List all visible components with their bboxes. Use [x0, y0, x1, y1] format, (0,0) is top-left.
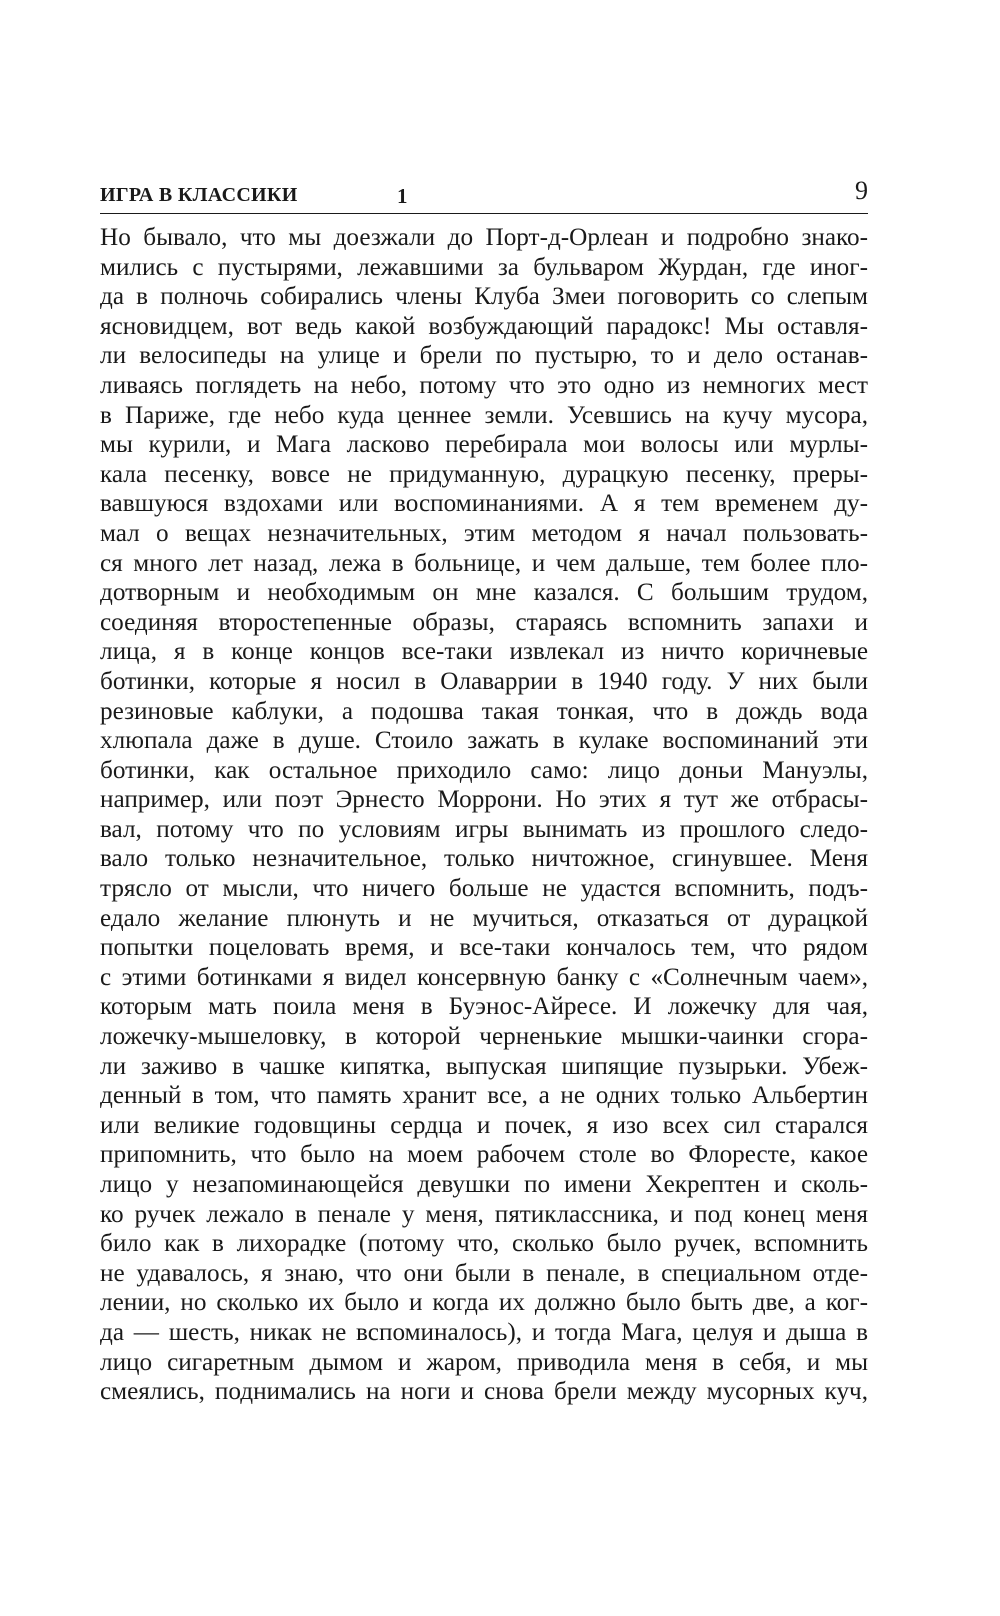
- text-line: с этими ботинками я видел консервную банку с «Солнечным чаем»,: [100, 963, 868, 991]
- text-line: резиновые каблуки, а подошва такая тонкая, что в дождь вода: [100, 697, 868, 725]
- header-rule: [100, 213, 868, 214]
- text-line: Но бывало, что мы доезжали до Порт-д-Орлеан и подробно знако-: [100, 224, 868, 251]
- text-line: дотворным и необходимым он мне казался. С большим трудом,: [100, 579, 868, 607]
- text-line: припомнить, что было на моем рабочем столе во Флоресте, какое: [100, 1141, 868, 1169]
- text-line: мились с пустырями, лежавшими за бульваром Журдан, где иног-: [100, 253, 868, 281]
- text-line: ботинки, как остальное приходило само: лицо доньи Мануэлы,: [100, 756, 868, 784]
- text-line: ботинки, которые я носил в Олаваррии в 1940 году. У них были: [100, 667, 868, 695]
- text-line: кала песенку, вовсе не придуманную, дурацкую песенку, преры-: [100, 460, 868, 488]
- text-line: вало только незначительное, только ничтожное, сгинувшее. Меня: [100, 845, 868, 873]
- text-line: да — шесть, никак не вспоминалось), и тогда Мага, целуя и дыша в: [100, 1318, 868, 1346]
- text-line: ли велосипеды на улице и брели по пустырю, то и дело останав-: [100, 342, 868, 370]
- text-line: ясновидцем, вот ведь какой возбуждающий парадокс! Мы оставля-: [100, 312, 868, 340]
- text-line: мы курили, и Мага ласково перебирала мои волосы или мурлы-: [100, 431, 868, 459]
- text-line: мал о вещах незначительных, этим методом я начал пользовать-: [100, 519, 868, 547]
- text-line: ся много лет назад, лежа в больнице, и чем дальше, тем более пло-: [100, 549, 868, 577]
- text-line: ложечку-мышеловку, в которой черненькие мышки-чаинки сгора-: [100, 1023, 868, 1051]
- text-line: вавшуюся вздохами или воспоминаниями. А я тем временем ду-: [100, 490, 868, 518]
- text-line: лении, но сколько их было и когда их должно было быть две, а ког-: [100, 1289, 868, 1317]
- text-line: едало желание плюнуть и не мучиться, отказаться от дурацкой: [100, 904, 868, 932]
- text-line: лицо у незапоминающейся девушки по имени Хекрептен и сколь-: [100, 1171, 868, 1198]
- text-line: ли заживо в чашке кипятка, выпуская шипящие пузырьки. Убеж-: [100, 1052, 868, 1080]
- text-line: ко ручек лежало в пенале у меня, пятиклассника, и под конец меня: [100, 1200, 868, 1228]
- text-line: не удавалось, я знаю, что они были в пенале, в специальном отде-: [100, 1259, 868, 1287]
- text-line: хлюпала даже в душе. Стоило зажать в кулаке воспоминаний эти: [100, 727, 868, 755]
- text-line: било как в лихорадке (потому что, сколько было ручек, вспомнить: [100, 1230, 868, 1258]
- text-line: смеялись, поднимались на ноги и снова брели между мусорных куч,: [100, 1378, 868, 1406]
- text-line: лицо сигаретным дымом и жаром, приводила меня в себя, и мы: [100, 1348, 868, 1376]
- text-line: например, или поэт Эрнесто Моррони. Но этих я тут же отбрасы-: [100, 786, 868, 814]
- text-line: в Париже, где небо куда ценнее земли. Усевшись на кучу мусора,: [100, 401, 868, 429]
- text-line: которым мать поила меня в Буэнос-Айресе. И ложечку для чая,: [100, 993, 868, 1021]
- text-line: или великие годовщины сердца и почек, я изо всех сил старался: [100, 1111, 868, 1139]
- text-line: вал, потому что по условиям игры вынимать из прошлого следо-: [100, 815, 868, 843]
- page-header: [100, 176, 868, 216]
- text-line: лица, я в конце концов все-таки извлекал из ничто коричневые: [100, 638, 868, 666]
- text-line: да в полночь собирались члены Клуба Змеи поговорить со слепым: [100, 283, 868, 311]
- text-line: трясло от мысли, что ничего больше не удастся вспомнить, подъ-: [100, 875, 868, 903]
- text-line: денный в том, что память хранит все, а не одних только Альбертин: [100, 1082, 868, 1110]
- text-line: соединяя второстепенные образы, стараясь вспомнить запахи и: [100, 608, 868, 636]
- page-number: 9: [855, 176, 868, 205]
- chapter-number: 1: [397, 184, 408, 208]
- text-line: попытки поцеловать время, и все-таки кончалось тем, что рядом: [100, 934, 868, 962]
- running-title: ИГРА В КЛАССИКИ: [100, 184, 298, 206]
- text-line: ливаясь поглядеть на небо, потому что это одно из немногих мест: [100, 371, 868, 399]
- body-text: [100, 223, 868, 1407]
